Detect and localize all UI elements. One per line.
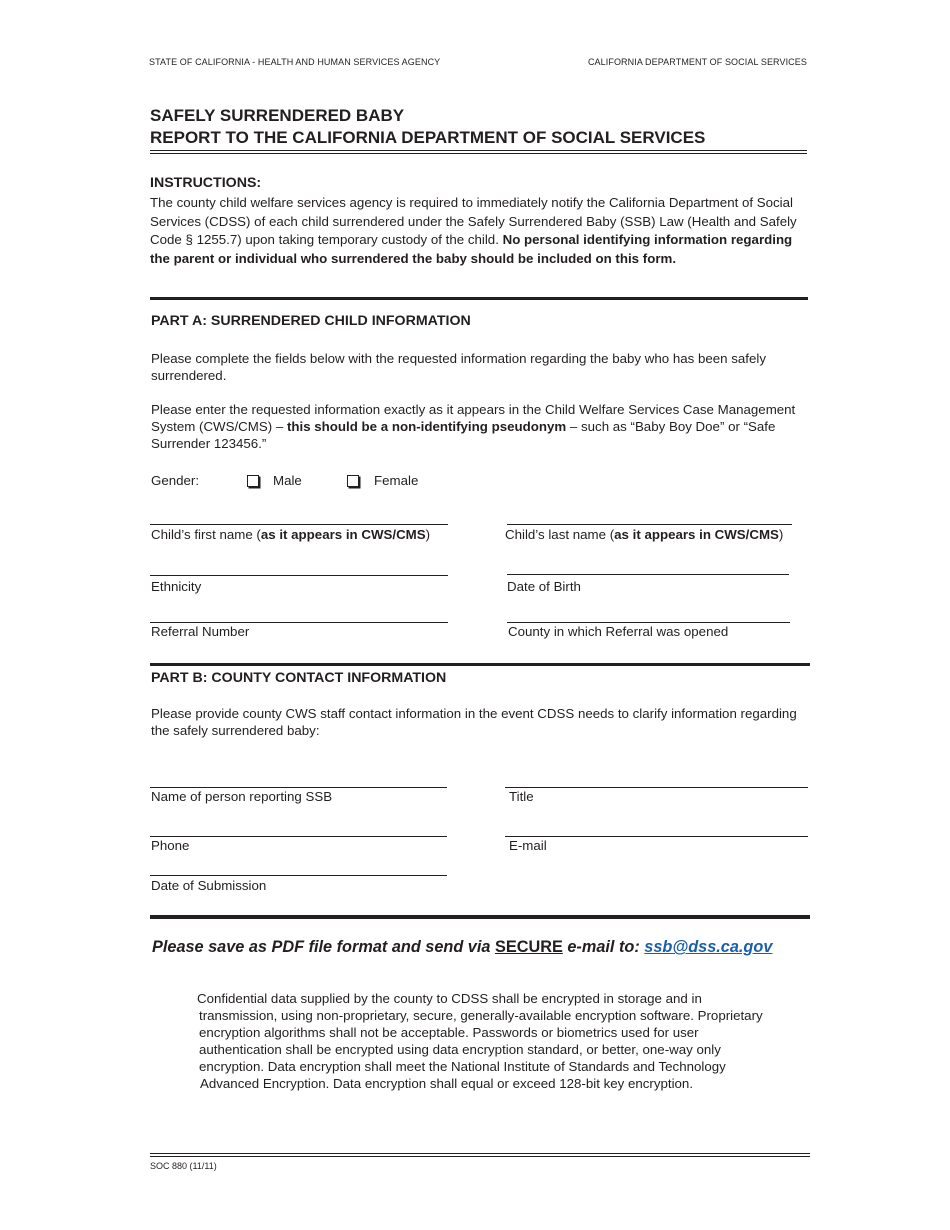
first-name-field[interactable] (150, 524, 448, 525)
save-notice-middle: e-mail to: (567, 938, 640, 956)
title-rule (150, 150, 807, 154)
instructions-text (150, 194, 810, 268)
submission-date-label: Date of Submission (151, 878, 267, 893)
submission-date-field[interactable] (150, 875, 447, 876)
female-label: Female (374, 473, 419, 488)
referral-number-label: Referral Number (151, 624, 250, 639)
first-name-qualifier: as it appears in CWS/CMS (260, 527, 426, 542)
form-title-line2: REPORT TO THE CALIFORNIA DEPARTMENT OF SOCIAL SERVICES (150, 128, 706, 147)
part-a-para2-end: – such as “Baby Boy Doe” or “Safe Surrender 123456.” (151, 419, 776, 451)
form-number: SOC 880 (11/11) (150, 1161, 217, 1171)
part-a-para2 (151, 401, 811, 452)
phone-label: Phone (151, 838, 190, 853)
section-divider (150, 663, 810, 666)
last-name-label-text: Child’s last name ( (505, 527, 615, 542)
part-b-para: Please provide county CWS staff contact information in the event CDSS needs to clarify information regarding the safely surrendered baby: (151, 706, 797, 738)
confidential-line: authentication shall be encrypted using data encryption standard, or better, one-way only (199, 1042, 721, 1057)
email-field[interactable] (505, 836, 808, 837)
confidential-line: transmission, using non-proprietary, secure, generally-available encryption software. Proprietary (199, 1008, 763, 1023)
secure-emphasis: SECURE (494, 938, 563, 956)
part-a-para2-start: Please enter the requested information exactly as it appears in the Child Welfare Services Case Management System (CWS/CMS) – (151, 402, 796, 434)
pseudonym-note: this should be a non-identifying pseudonym (286, 419, 567, 434)
confidential-line: encryption algorithms shall not be acceptable. Passwords or biometrics used for user (199, 1025, 699, 1040)
ssb-email-link[interactable]: ssb@dss.ca.gov (644, 938, 773, 956)
phone-field[interactable] (150, 836, 447, 837)
confidentiality-statement (197, 990, 763, 1092)
part-b-heading: PART B: COUNTY CONTACT INFORMATION (151, 670, 447, 686)
reporter-name-label: Name of person reporting SSB (151, 789, 333, 804)
ethnicity-field[interactable] (150, 575, 448, 576)
part-a-heading: PART A: SURRENDERED CHILD INFORMATION (151, 313, 471, 329)
male-label: Male (273, 473, 302, 488)
instructions-body: The county child welfare services agency is required to immediately notify the California Department of Social Services (CDSS) of each child surrendered under the Safely Surrendered Baby (SSB) Law (Health and Safely Code § 1255.7) upon taking temporary custody of the child. (150, 195, 797, 247)
section-divider (150, 297, 808, 300)
ethnicity-label: Ethnicity (151, 579, 202, 594)
last-name-field[interactable] (507, 524, 792, 525)
title-label: Title (509, 789, 534, 804)
dob-field[interactable] (507, 574, 789, 575)
dob-label: Date of Birth (507, 579, 581, 594)
county-referral-field[interactable] (507, 622, 790, 623)
referral-number-field[interactable] (150, 622, 448, 623)
form-title-line1: SAFELY SURRENDERED BABY (150, 106, 405, 125)
save-notice (152, 938, 772, 957)
confidential-line: Confidential data supplied by the county to CDSS shall be encrypted in storage and in (197, 991, 702, 1006)
section-divider (150, 915, 810, 919)
male-checkbox[interactable] (247, 475, 259, 487)
last-name-label (505, 527, 783, 542)
agency-header: STATE OF CALIFORNIA - HEALTH AND HUMAN SERVICES AGENCY (149, 57, 441, 67)
save-notice-prefix: Please save as PDF file format and send via (152, 938, 491, 956)
instructions-warning: No personal identifying information regarding the parent or individual who surrendered the baby should be included on this form. (150, 232, 793, 266)
last-name-paren: ) (778, 527, 784, 542)
gender-label: Gender: (151, 473, 200, 488)
female-checkbox[interactable] (347, 475, 359, 487)
reporter-name-field[interactable] (150, 787, 447, 788)
first-name-label (151, 527, 430, 542)
email-label: E-mail (509, 838, 547, 853)
confidential-line: Advanced Encryption. Data encryption shall equal or exceed 128-bit key encryption. (200, 1076, 694, 1091)
last-name-qualifier: as it appears in CWS/CMS (614, 527, 779, 542)
department-header: CALIFORNIA DEPARTMENT OF SOCIAL SERVICES (587, 57, 807, 67)
confidential-line: encryption. Data encryption shall meet the National Institute of Standards and Technology (199, 1059, 726, 1074)
part-a-para1: Please complete the fields below with the requested information regarding the baby who has been safely surrendered. (151, 351, 766, 383)
footer-rule (150, 1153, 810, 1157)
first-name-label-text: Child’s first name ( (151, 527, 261, 542)
instructions-heading: INSTRUCTIONS: (150, 175, 262, 191)
title-field[interactable] (505, 787, 808, 788)
county-referral-label: County in which Referral was opened (508, 624, 729, 639)
first-name-paren: ) (425, 527, 431, 542)
